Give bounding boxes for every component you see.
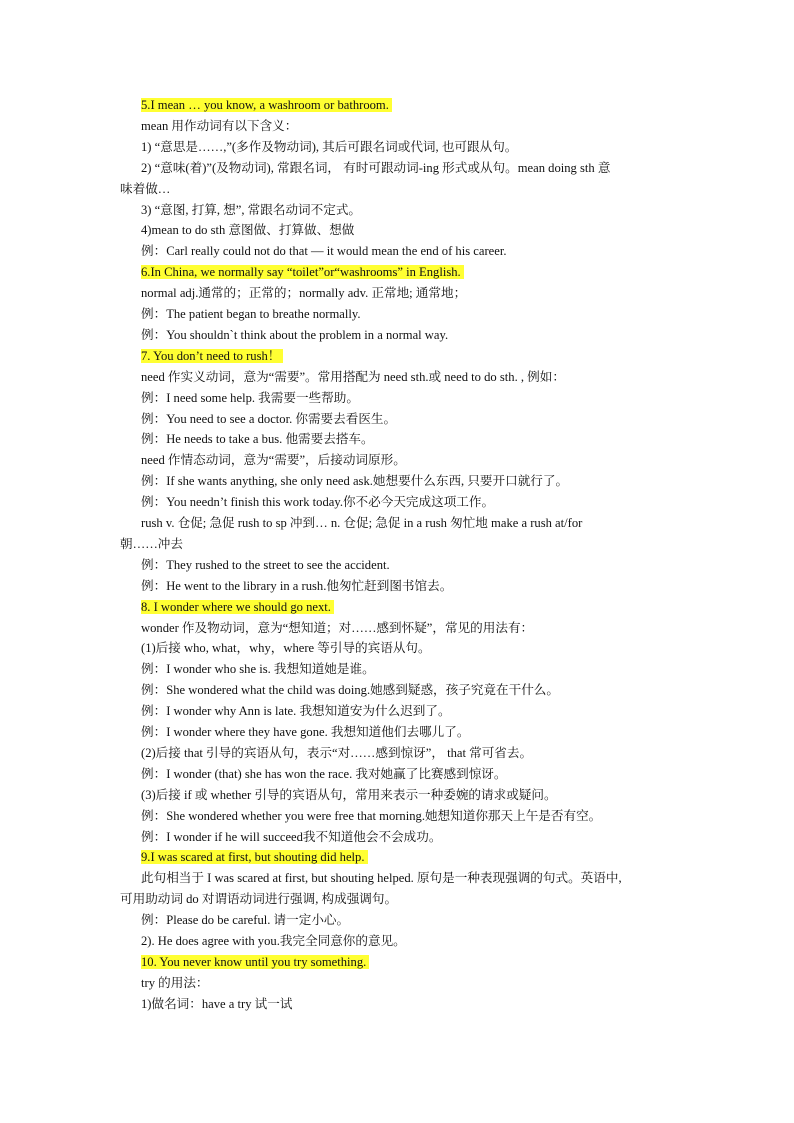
line-text: 8. I wonder where we should go next.: [141, 600, 334, 614]
text-line: [120, 619, 680, 637]
line-text: normal adj.通常的；正常的；normally adv. 正常地; 通常地；: [141, 286, 467, 301]
line-text: 例：I wonder if he will succeed我不知道他会不会成功。: [141, 829, 442, 844]
line-text: 例：She wondered what the child was doing.她感到疑惑，孩子究竟在干什么。: [141, 683, 559, 698]
line-text: 此句相当于 I was scared at first, but shouting helped. 原句是一种表现强调的句式。英语中,: [141, 871, 622, 886]
text-line: [120, 639, 680, 657]
text-line: [120, 242, 680, 260]
line-text: mean 用作动词有以下含义：: [141, 118, 298, 133]
line-text: 1) “意思是……,”(多作及物动词), 其后可跟名词或代词, 也可跟从句。: [141, 139, 518, 154]
highlighted-heading: [120, 263, 680, 281]
highlighted-heading: [120, 953, 680, 971]
line-text: 例：I wonder why Ann is late. 我想知道安为什么迟到了。: [141, 704, 451, 719]
line-text: 例：He needs to take a bus. 他需要去搭车。: [141, 432, 374, 447]
line-text: 例：She wondered whether you were free that morning.她想知道你那天上午是否有空。: [141, 808, 602, 823]
line-text: (3)后接 if 或 whether 引导的宾语从句，常用来表示一种委婉的请求或疑问。: [141, 787, 557, 802]
text-line: [120, 493, 680, 511]
text-line: [120, 828, 680, 846]
line-text: 10. You never know until you try something.: [141, 955, 369, 969]
line-text: 例：I need some help. 我需要一些帮助。: [141, 390, 359, 405]
line-text: 6.In China, we normally say “toilet”or“washrooms” in English.: [141, 265, 464, 279]
line-text: (2)后接 that 引导的宾语从句，表示“对……感到惊讶”， that 常可省去。: [141, 745, 533, 760]
line-text: 例：If she wants anything, she only need ask.她想要什么东西, 只要开口就行了。: [141, 474, 569, 489]
line-text: 3) “意图, 打算, 想”, 常跟名动词不定式。: [141, 202, 362, 217]
line-text: 例：Please do be careful. 请一定小心。: [141, 913, 350, 928]
line-text: 1)做名词：have a try 试一试: [141, 996, 293, 1011]
line-text: 例：I wonder (that) she has won the race. 我对她赢了比赛感到惊讶。: [141, 766, 507, 781]
text-line: [120, 577, 680, 595]
highlighted-heading: [120, 347, 680, 365]
text-line: [120, 660, 680, 678]
line-text: 朝……冲去: [120, 536, 183, 551]
text-line: [120, 744, 680, 762]
line-text: 2) “意味(着)”(及物动词), 常跟名词， 有时可跟动词-ing 形式或从句。mean doing sth 意: [141, 160, 611, 175]
text-line: [120, 535, 680, 553]
line-text: 例：They rushed to the street to see the accident.: [141, 557, 390, 572]
text-line: [120, 180, 680, 198]
text-line: [120, 765, 680, 783]
text-line: [120, 869, 680, 887]
line-text: need 作情态动词，意为“需要”，后接动词原形。: [141, 453, 406, 468]
text-line: [120, 514, 680, 532]
line-text: 例：You need to see a doctor. 你需要去看医生。: [141, 411, 397, 426]
text-line: [120, 117, 680, 135]
text-line: [120, 932, 680, 950]
text-line: [120, 451, 680, 469]
text-line: [120, 326, 680, 344]
text-line: [120, 556, 680, 574]
text-line: [120, 305, 680, 323]
line-text: 4)mean to do sth 意图做、打算做、想做: [141, 223, 355, 238]
line-text: 例：I wonder where they have gone. 我想知道他们去哪儿了。: [141, 725, 470, 739]
text-line: [120, 890, 680, 908]
line-text: 例：The patient began to breathe normally.: [141, 307, 361, 321]
text-line: [120, 911, 680, 929]
line-text: 5.I mean … you know, a washroom or bathroom.: [141, 98, 392, 112]
line-text: 味着做…: [120, 181, 171, 196]
highlighted-heading: [120, 598, 680, 616]
line-text: 例：You shouldn`t think about the problem in a normal way.: [141, 327, 449, 342]
text-line: [120, 389, 680, 407]
line-text: rush v. 仓促; 急促 rush to sp 冲到… n. 仓促; 急促 in a rush 匆忙地 make a rush at/for: [141, 516, 583, 530]
text-line: [120, 159, 680, 177]
text-line: [120, 807, 680, 825]
text-line: [120, 995, 680, 1013]
line-text: 例：He went to the library in a rush.他匆忙赶到图书馆去。: [141, 578, 453, 593]
text-line: [120, 201, 680, 219]
text-line: [120, 410, 680, 428]
text-line: [120, 681, 680, 699]
text-line: [120, 974, 680, 992]
text-line: [120, 723, 680, 741]
line-text: need 作实义动词，意为“需要”。常用搭配为 need sth.或 need to do sth. , 例如：: [141, 369, 565, 384]
line-text: 2). He does agree with you.我完全同意你的意见。: [141, 934, 406, 948]
text-line: [120, 368, 680, 386]
line-text: 可用助动词 do 对谓语动词进行强调, 构成强调句。: [120, 892, 398, 907]
line-text: 7. You don’t need to rush！: [141, 349, 283, 363]
line-text: 9.I was scared at first, but shouting did help.: [141, 850, 368, 864]
line-text: 例：Carl really could not do that — it would mean the end of his career.: [141, 244, 507, 259]
text-line: [120, 221, 680, 239]
text-line: [120, 430, 680, 448]
highlighted-heading: [120, 848, 680, 866]
text-line: [120, 284, 680, 302]
line-text: wonder 作及物动词，意为“想知道；对……感到怀疑”，常见的用法有：: [141, 620, 534, 635]
text-line: [120, 702, 680, 720]
line-text: 例：I wonder who she is. 我想知道她是谁。: [141, 662, 375, 677]
text-line: [120, 472, 680, 490]
text-line: [120, 786, 680, 804]
line-text: try 的用法：: [141, 975, 209, 990]
text-line: [120, 138, 680, 156]
line-text: 例：You needn’t finish this work today.你不必今天完成这项工作。: [141, 495, 495, 510]
line-text: (1)后接 who, what，why，where 等引导的宾语从句。: [141, 641, 431, 656]
highlighted-heading: [120, 96, 680, 114]
